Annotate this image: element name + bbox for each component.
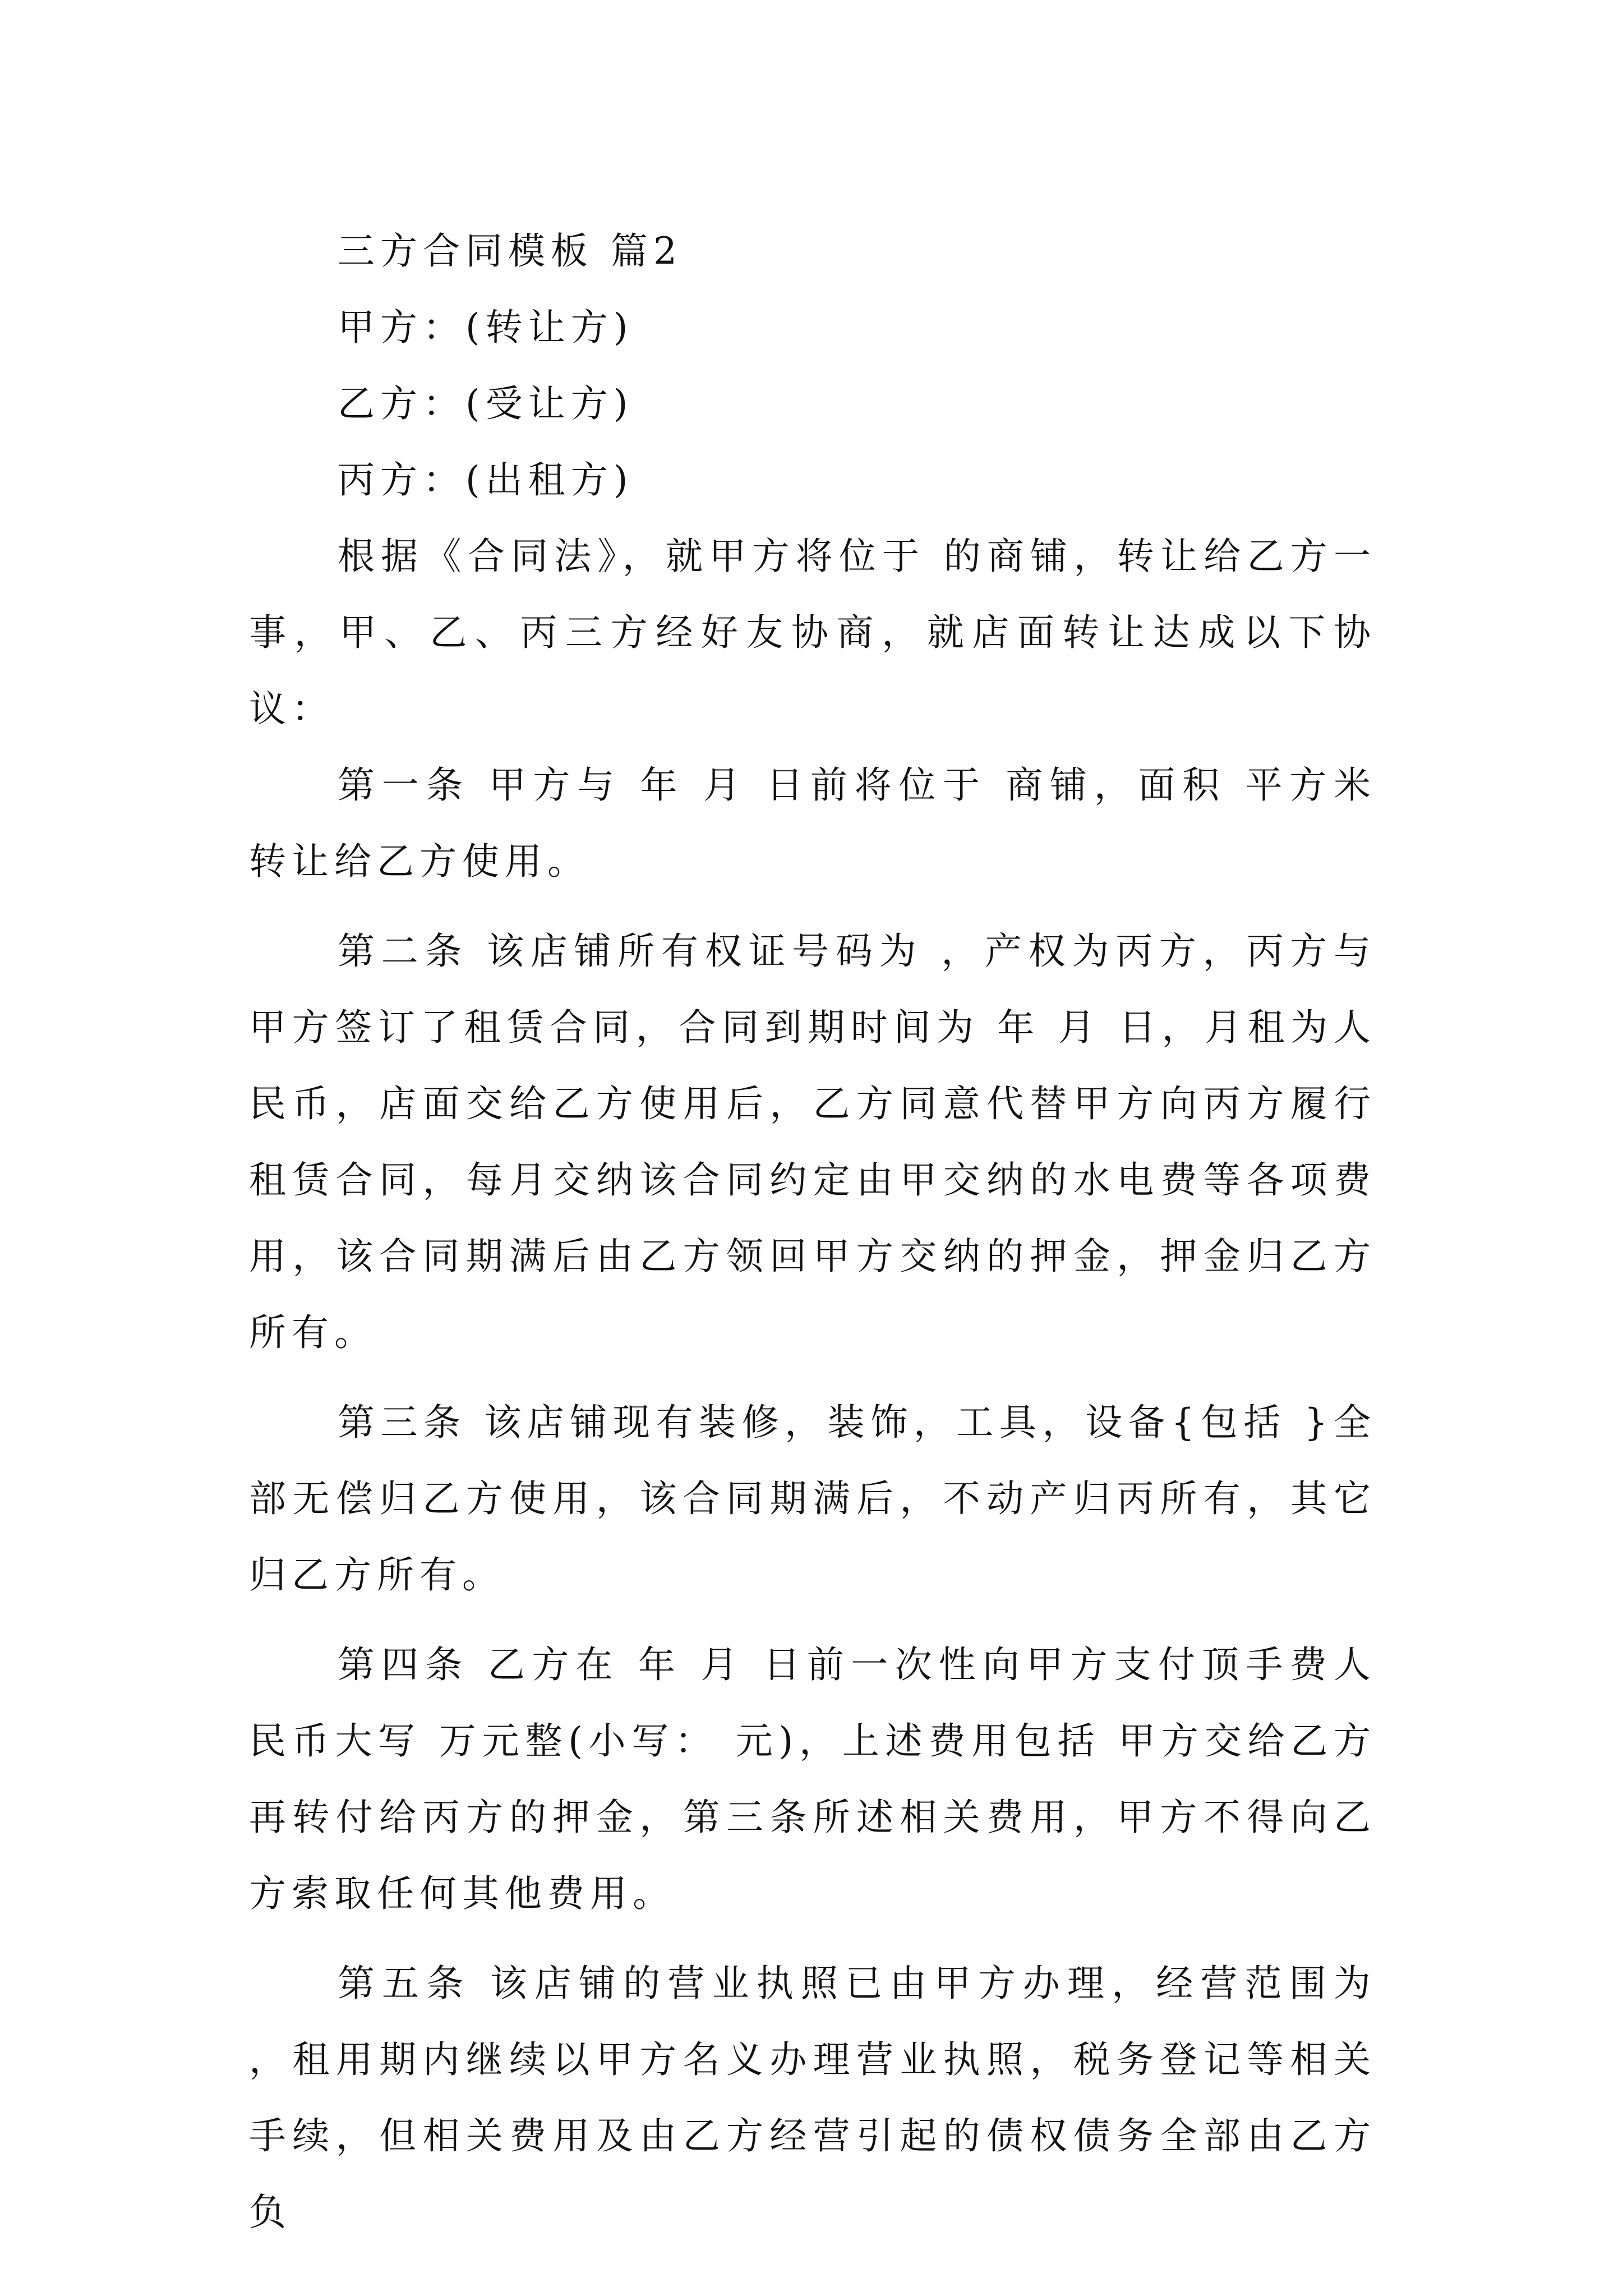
article-1-paragraph: 第一条 甲方与 年 月 日前将位于 商铺，面积 平方米转让给乙方使用。	[249, 763, 1376, 883]
paragraph-gap	[249, 900, 1376, 913]
article-5-paragraph: 第五条 该店铺的营业执照已由甲方办理，经营范围为 ，租用期内继续以甲方名义办理营业执照，税务登记等相关手续，但相关费用及由乙方经营引起的债权债务全部由乙方负	[249, 1962, 1376, 2234]
document-body	[249, 213, 1376, 2251]
paragraph-gap	[249, 1932, 1376, 1945]
preamble-paragraph: 根据《合同法》，就甲方将位于 的商铺，转让给乙方一事，甲、乙、丙三方经好友协商，就店面转让达成以下协议：	[249, 535, 1376, 730]
party-b-line: 乙方：(受让方)	[338, 382, 634, 425]
article-2-paragraph: 第二条 该店铺所有权证号码为 ，产权为丙方，丙方与甲方签订了租赁合同，合同到期时间为 年 月 日，月租为人民币，店面交给乙方使用后，乙方同意代替甲方向丙方履行租赁合同，每月交纳该合同约定由甲交纳的水电费等各项费用，该合同期满后由乙方领回甲方交纳的押金，押金归乙方所有。	[249, 930, 1376, 1354]
paragraph-gap	[249, 1371, 1376, 1384]
article-4-paragraph: 第四条 乙方在 年 月 日前一次性向甲方支付顶手费人民币大写 万元整(小写： 元)，上述费用包括 甲方交给乙方再转付给丙方的押金，第三条所述相关费用，甲方不得向乙方索取任何其他费用。	[249, 1643, 1376, 1915]
article-3-paragraph: 第三条 该店铺现有装修，装饰，工具，设备{包括 }全部无偿归乙方使用，该合同期满后，不动产归丙所有，其它归乙方所有。	[249, 1401, 1376, 1596]
party-c-line: 丙方：(出租方)	[338, 458, 634, 501]
document-heading: 三方合同模板 篇2	[338, 229, 683, 273]
paragraph-gap	[249, 1613, 1376, 1627]
party-a-line: 甲方：(转让方)	[338, 306, 634, 349]
